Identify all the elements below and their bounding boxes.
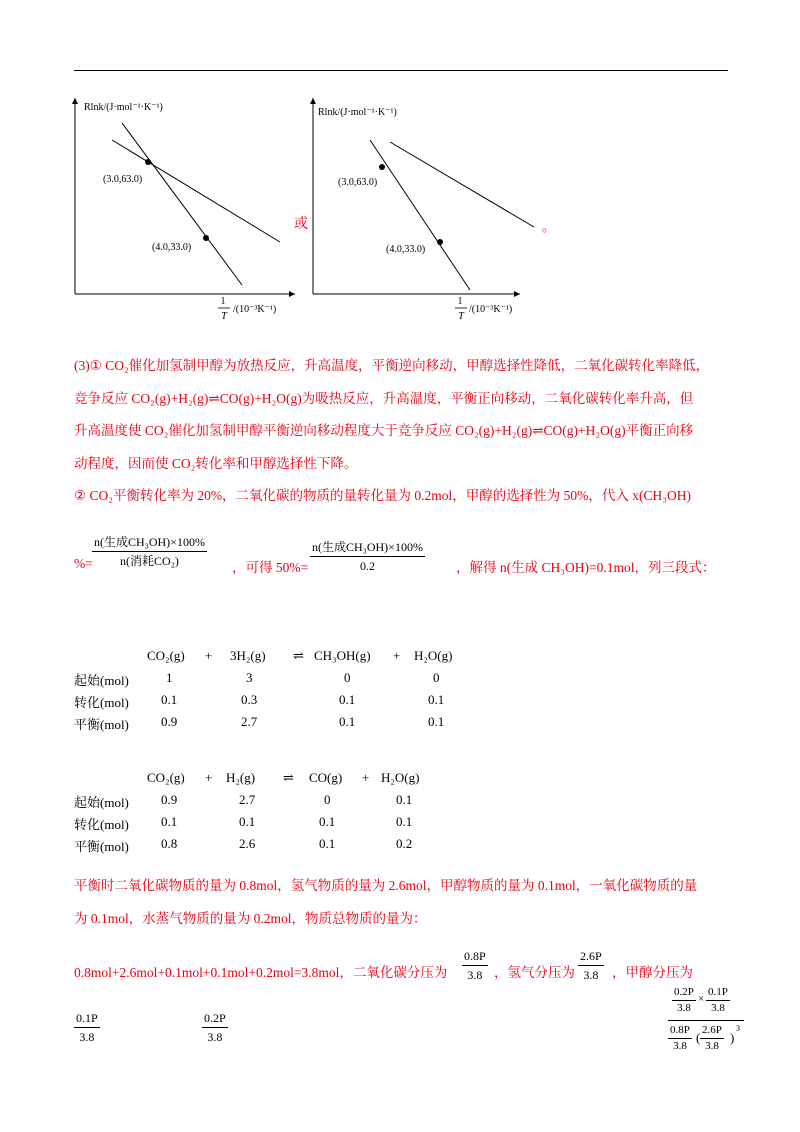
- fraction-co2-pressure: $\frac{0.8P}{3.8}$: [464, 949, 486, 982]
- data-point: [203, 235, 209, 241]
- eq-term: CO(g): [309, 770, 343, 785]
- text-line: ② CO₂平衡转化率为 20%，二氧化碳的物质的量转化量为 0.2mol，甲醇的选择性为 50%，代入 x(CH₃OH): [74, 488, 692, 503]
- point-label: (3.0,63.0): [103, 174, 143, 185]
- x-label-num: 1: [220, 296, 226, 307]
- part3-paragraph: [74, 350, 730, 513]
- eq-term: H₂O(g): [381, 770, 420, 785]
- eq-op: +: [205, 770, 213, 785]
- data-point: [437, 239, 443, 245]
- table-cell: 0.1: [319, 814, 336, 829]
- fraction-ch3oh-pressure: $\frac{0.1P}{3.8}$: [76, 1011, 98, 1044]
- table-cell: 0.2: [396, 836, 413, 851]
- fraction-h2-pressure: $\frac{2.6P}{3.8}$: [580, 949, 602, 982]
- x-label-num: 1: [457, 296, 463, 307]
- table-cell: 0: [344, 670, 351, 685]
- text-line: 升高温度使 CO₂催化加氢制甲醇平衡逆向移动程度大于竞争反应 CO₂(g)+H₂(g)⇌CO(g)+H₂O(g)平衡正向移: [74, 423, 694, 438]
- formula-mid: ，可得 50%=: [232, 560, 309, 575]
- text-line: 竞争反应 CO₂(g)+H₂(g)⇌CO(g)+H₂O(g)为吸热反应，升高温度，平衡正向移动，二氧化碳转化率升高，但: [74, 390, 694, 406]
- y-axis-label: Rlnk/(J·mol⁻¹·K⁻¹): [318, 107, 397, 118]
- text-line: (3)① CO₂催化加氢制甲醇为放热反应，升高温度，平衡逆向移动，甲醇选择性降低，二氧化碳转化率降低，: [74, 358, 710, 373]
- table-cell: 0.1: [339, 714, 356, 729]
- parallel-line: [390, 142, 534, 227]
- row-label: 起始(mol): [74, 795, 129, 810]
- table-cell: 2.7: [241, 714, 258, 729]
- times-sign: ×: [698, 993, 705, 1005]
- x-label-den: T: [221, 311, 227, 322]
- table-cell: 0: [433, 670, 440, 685]
- eq-term: CO₂(g): [147, 648, 185, 663]
- eq-term: CH₃OH(g): [314, 648, 371, 663]
- table-cell: 0.1: [319, 836, 336, 851]
- total-moles-text: 0.8mol+2.6mol+0.1mol+0.1mol+0.2mol=3.8mol，二氧化碳分压为: [74, 965, 448, 980]
- row-label: 转化(mol): [74, 695, 129, 710]
- table-cell: 0.1: [396, 792, 413, 807]
- kp-expression: $\frac{0.2P}{3.8}$ × $\frac{0.1P}{3.8}$ $\frac{0.8P}{3.8}$ ( $\frac{2.6P}{3.8}$ ) 3: [668, 986, 750, 1062]
- fraction-selectivity: n(生成CH₃OH)×100% n(消耗CO₂): [94, 535, 205, 568]
- table-cell: 2.7: [239, 792, 256, 807]
- table-cell: 0.1: [396, 814, 413, 829]
- point-label: (4.0,33.0): [152, 242, 192, 253]
- formula-suffix: ，解得 n(生成 CH₃OH)=0.1mol，列三段式：: [456, 560, 716, 575]
- eq-op: +: [393, 648, 401, 663]
- table-cell: 0.8: [161, 836, 178, 851]
- text-line: 平衡时二氧化碳物质的量为 0.8mol，氢气物质的量为 2.6mol，甲醇物质的量为 0.1mol，一氧化碳物质的量: [74, 878, 698, 893]
- header-rule: [74, 70, 728, 71]
- shallow-line: [112, 140, 280, 242]
- row-label: 平衡(mol): [74, 839, 129, 854]
- text-line: 动程度，因而使 CO₂转化率和甲醇选择性下降。: [74, 455, 358, 471]
- x-label-unit: /(10⁻³K⁻¹): [469, 304, 513, 315]
- exponent: 3: [736, 1024, 740, 1033]
- point-label: (4.0,33.0): [386, 244, 426, 255]
- right-graph: [298, 90, 548, 330]
- equilibrium-paragraph: [74, 870, 730, 935]
- table-cell: 0.9: [161, 792, 178, 807]
- data-point: [379, 164, 385, 170]
- ch3oh-pressure-text: ，甲醇分压为: [612, 965, 693, 980]
- table-cell: 0.1: [428, 714, 445, 729]
- row-label: 平衡(mol): [74, 717, 129, 732]
- point-label: (3.0,63.0): [338, 177, 378, 188]
- row-label: 转化(mol): [74, 817, 129, 832]
- table-cell: 0.1: [428, 692, 445, 707]
- steep-line: [122, 123, 242, 285]
- table-cell: 3: [246, 670, 253, 685]
- text-line: 为 0.1mol，水蒸气物质的量为 0.2mol，物质总物质的量为：: [74, 910, 427, 926]
- eq-term: 3H₂(g): [230, 648, 266, 663]
- y-axis-label: Rlnk/(J·mol⁻¹·K⁻¹): [84, 102, 163, 113]
- table-cell: 0.1: [161, 692, 178, 707]
- h2-pressure-text: ，氢气分压为: [494, 965, 575, 980]
- eq-term: H₂(g): [226, 770, 256, 785]
- row-label: 起始(mol): [74, 673, 129, 688]
- eq-op: +: [362, 770, 370, 785]
- table-cell: 0.9: [161, 714, 178, 729]
- table-cell: 1: [166, 670, 173, 685]
- end-mark: 。: [542, 219, 556, 234]
- eq-op: +: [205, 648, 213, 663]
- formula-prefix: %=: [74, 556, 93, 571]
- eq-op: ⇌: [293, 648, 304, 663]
- main-fraction-bar: [668, 1020, 744, 1021]
- eq-term: H₂O(g): [414, 648, 453, 663]
- left-graph: [60, 90, 310, 330]
- x-label-unit: /(10⁻³K⁻¹): [233, 304, 277, 315]
- fraction-h2o-pressure: $\frac{0.2P}{3.8}$: [204, 1011, 226, 1044]
- eq-term: CO₂(g): [147, 770, 185, 785]
- x-label-den: T: [458, 311, 464, 322]
- table-cell: 0.1: [161, 814, 178, 829]
- data-point: [145, 159, 151, 165]
- table-cell: 2.6: [239, 836, 256, 851]
- steep-line: [370, 140, 470, 290]
- table-cell: 0.1: [239, 814, 256, 829]
- eq-op: ⇌: [283, 770, 294, 785]
- fraction-selectivity-2: n(生成CH₃OH)×100% 0.2: [312, 540, 423, 573]
- table-cell: 0.3: [241, 692, 258, 707]
- table-cell: 0.1: [339, 692, 356, 707]
- or-text: 或: [294, 217, 308, 232]
- table-cell: 0: [324, 792, 331, 807]
